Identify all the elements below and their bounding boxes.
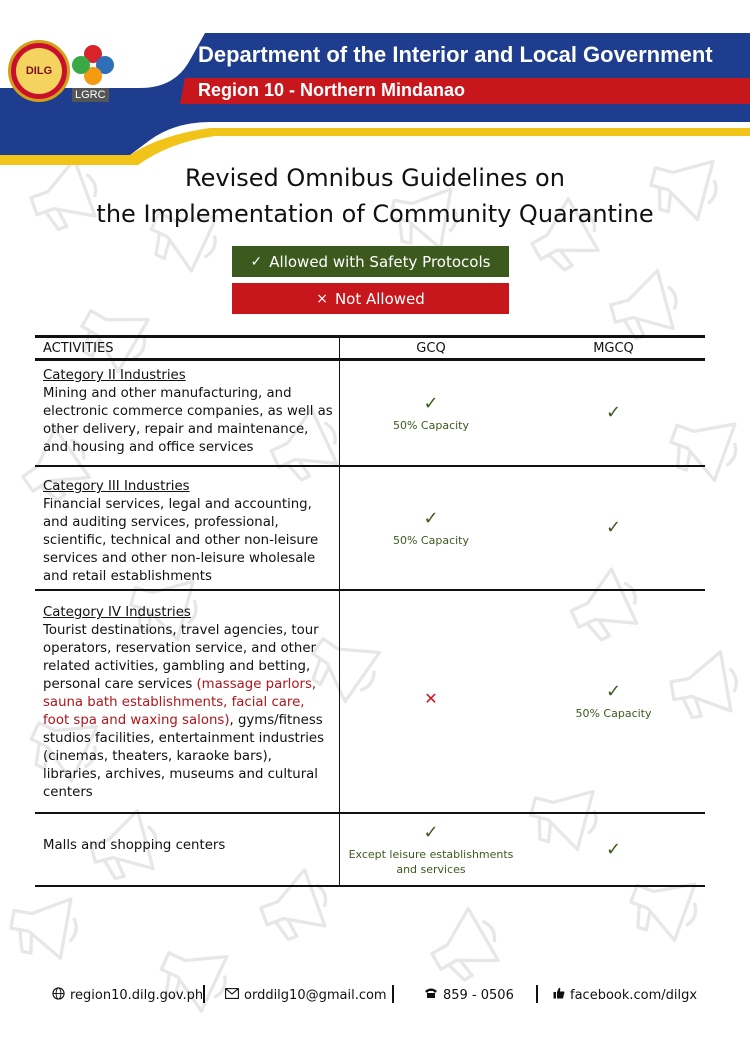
activity-description-part: , gyms/fitness studios facilities, entertainment industries (cinemas, theaters, karaoke bars), libraries, archives, museums and cultural centers	[43, 713, 325, 800]
check-icon: ✓	[250, 253, 263, 270]
activity-description-highlight: (massage parlors, sauna bath establishments, facial care, foot spa and waxing salons)	[43, 677, 317, 728]
header-gcq: GCQ	[416, 340, 446, 356]
footer-facebook-text[interactable]: facebook.com/dilgx	[570, 987, 698, 1003]
page-title	[0, 160, 750, 232]
footer-separator	[203, 985, 205, 1003]
page-title-line-1: Revised Omnibus Guidelines on	[185, 164, 565, 192]
footer-email[interactable]	[225, 985, 387, 1005]
activity-description	[43, 622, 333, 802]
category-label: Category III Industries	[43, 479, 190, 494]
gcq-cell	[340, 467, 522, 589]
activity-description: Malls and shopping centers	[43, 837, 226, 853]
check-icon: ✓	[423, 392, 439, 414]
envelope-icon	[225, 988, 239, 1003]
legend-allowed-label: Allowed with Safety Protocols	[269, 252, 491, 271]
gcq-note: 50% Capacity	[392, 418, 470, 432]
check-icon: ✓	[605, 681, 622, 702]
header-mgcq: MGCQ	[593, 340, 634, 356]
legend-not-allowed	[232, 283, 509, 314]
table-row	[35, 467, 705, 591]
table-row	[35, 814, 705, 887]
table-row	[35, 361, 705, 467]
phone-icon	[424, 987, 438, 1003]
check-icon: ✓	[605, 517, 622, 538]
footer-facebook[interactable]	[553, 985, 697, 1005]
globe-icon	[52, 987, 65, 1004]
footer	[0, 985, 750, 1007]
check-icon: ✓	[605, 402, 622, 423]
table-row	[35, 591, 705, 814]
mgcq-note: 50% Capacity	[575, 707, 652, 720]
region-title: Region 10 - Northern Mindanao	[198, 80, 466, 100]
table-header	[35, 338, 705, 361]
megaphone-icon	[0, 873, 97, 977]
footer-website-text[interactable]: region10.dilg.gov.ph	[70, 987, 204, 1003]
category-label: Category II Industries	[43, 368, 186, 383]
check-icon: ✓	[423, 821, 439, 843]
mgcq-cell	[522, 361, 705, 465]
footer-email-text[interactable]: orddilg10@gmail.com	[244, 987, 387, 1003]
check-icon: ✓	[423, 507, 439, 529]
mgcq-cell	[522, 591, 705, 812]
gcq-note: Except leisure establishments and services	[348, 847, 514, 876]
gcq-note: 50% Capacity	[392, 533, 470, 547]
activity-cell	[35, 467, 340, 589]
activity-description-part: Tourist destinations, travel agencies, tour operators, reservation service, and other related activities, gambling and betting, personal care services	[43, 623, 319, 692]
activity-cell	[35, 591, 340, 812]
gcq-cell	[340, 814, 522, 885]
footer-separator	[536, 985, 538, 1003]
cross-icon: ✕	[424, 689, 438, 708]
gcq-cell	[340, 361, 522, 465]
activity-description: Mining and other manufacturing, and electronic commerce companies, as well as other delivery, repair and maintenance, and housing and office services	[43, 386, 333, 455]
dilg-logo-text: DILG	[25, 65, 53, 77]
header	[0, 0, 750, 180]
cross-icon: ×	[316, 290, 328, 307]
lgrc-logo-graphic	[68, 40, 118, 88]
gcq-cell	[340, 591, 522, 812]
lgrc-logo	[68, 40, 118, 102]
megaphone-icon	[135, 915, 255, 1035]
mgcq-cell	[522, 467, 705, 589]
footer-phone-text[interactable]: 859 - 0506	[443, 987, 514, 1003]
guidelines-table	[35, 335, 705, 887]
legend-not-allowed-label: Not Allowed	[334, 289, 425, 308]
page-title-line-2: the Implementation of Community Quarantine	[96, 200, 654, 228]
thumbs-up-icon	[553, 987, 565, 1003]
lgrc-logo-text: LGRC	[72, 88, 109, 102]
activity-description: Financial services, legal and accounting, and auditing services, professional, scientific, technical and other non-leisure services and other non-leisure wholesale and retail establishments	[43, 497, 319, 584]
dilg-logo	[8, 40, 70, 102]
mgcq-cell	[522, 814, 705, 885]
footer-phone[interactable]	[424, 985, 514, 1005]
footer-separator	[392, 985, 394, 1003]
legend-allowed	[232, 246, 509, 277]
department-title: Department of the Interior and Local Government	[198, 42, 713, 67]
header-activities: ACTIVITIES	[35, 338, 340, 358]
check-icon: ✓	[605, 838, 622, 860]
activity-cell	[35, 814, 340, 885]
activity-cell	[35, 361, 340, 465]
category-label: Category IV Industries	[43, 605, 191, 620]
footer-website[interactable]	[52, 985, 203, 1005]
